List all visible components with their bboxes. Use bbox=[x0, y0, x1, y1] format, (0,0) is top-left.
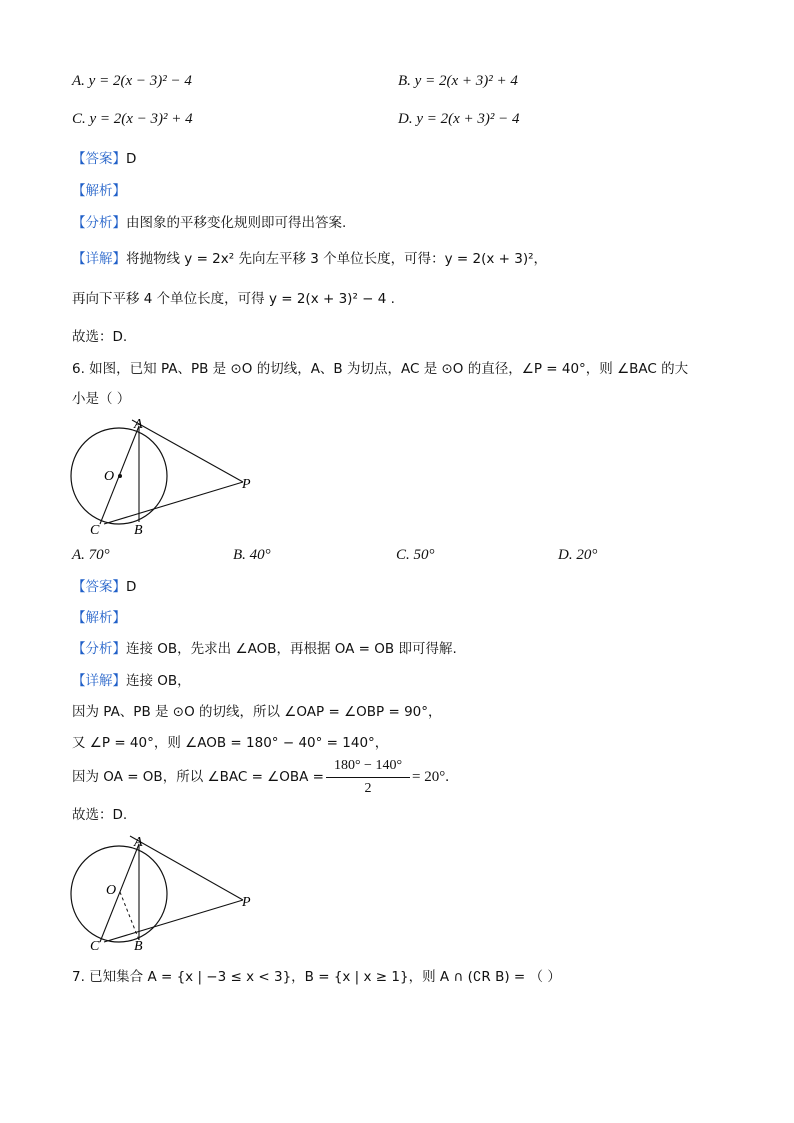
option-a: A. y = 2(x − 3)² − 4 bbox=[72, 73, 192, 89]
radius-ob-dashed bbox=[120, 892, 139, 940]
q6-detail-label: 【详解】 bbox=[72, 673, 126, 689]
q6-answer-value: D bbox=[126, 579, 137, 595]
jiexi-label: 【解析】 bbox=[72, 183, 126, 199]
fraction-numerator: 180° − 140° bbox=[333, 758, 403, 773]
fenxi-row bbox=[72, 214, 346, 232]
answer-row bbox=[72, 150, 136, 168]
option-d: D. y = 2(x + 3)² − 4 bbox=[398, 111, 520, 127]
q6-detail-row-1 bbox=[72, 672, 191, 690]
tangent-pa bbox=[132, 420, 243, 482]
tangent-pb bbox=[104, 482, 243, 524]
option-b: B. y = 2(x + 3)² + 4 bbox=[398, 73, 518, 89]
fraction-denominator: 2 bbox=[364, 781, 372, 796]
q6-stem-1: 6. 如图，已知 PA、PB 是 ⊙O 的切线，A、B 为切点，AC 是 ⊙O 的直径，∠P = 40°，则 ∠BAC 的大 bbox=[72, 361, 689, 377]
label-a: A bbox=[134, 417, 143, 432]
q6-answer-row bbox=[72, 578, 136, 596]
label-p: P bbox=[242, 477, 251, 492]
label-o: O bbox=[104, 469, 115, 484]
label-o-2: O bbox=[106, 883, 117, 898]
label-c: C bbox=[90, 523, 100, 538]
q6-fenxi-text: 连接 OB，先求出 ∠AOB，再根据 OA = OB 即可得解. bbox=[126, 641, 457, 657]
q6-fenxi-row bbox=[72, 640, 457, 658]
tangent-pb-2 bbox=[104, 900, 243, 942]
q6-detail-line-4-post: = 20°. bbox=[412, 769, 449, 785]
tangent-pa-2 bbox=[130, 836, 243, 900]
q6-detail-line-3: 又 ∠P = 40°，则 ∠AOB = 180° − 40° = 140°， bbox=[72, 735, 389, 751]
q6-option-d: D. 20° bbox=[558, 547, 598, 563]
detail-row-1 bbox=[72, 250, 547, 268]
q6-answer-label: 【答案】 bbox=[72, 579, 126, 595]
q6-option-b: B. 40° bbox=[233, 547, 271, 563]
answer-value: D bbox=[126, 151, 137, 167]
detail-line-2: 再向下平移 4 个单位长度，可得 y = 2(x + 3)² − 4 . bbox=[72, 291, 395, 307]
q6-figure bbox=[60, 412, 270, 540]
option-c: C. y = 2(x − 3)² + 4 bbox=[72, 111, 193, 127]
label-c-2: C bbox=[90, 939, 100, 954]
detail-line-3: 故选：D. bbox=[72, 329, 128, 345]
q6-detail-line-2: 因为 PA、PB 是 ⊙O 的切线，所以 ∠OAP = ∠OBP = 90°， bbox=[72, 704, 442, 720]
label-p-2: P bbox=[242, 895, 251, 910]
q6-detail-line-5: 故选：D. bbox=[72, 807, 128, 823]
fenxi-text: 由图象的平移变化规则即可得出答案. bbox=[126, 215, 347, 231]
answer-label: 【答案】 bbox=[72, 151, 126, 167]
fenxi-label: 【分析】 bbox=[72, 215, 126, 231]
fraction-bar bbox=[326, 777, 410, 778]
q6-fenxi-label: 【分析】 bbox=[72, 641, 126, 657]
q6-detail-line-4-pre: 因为 OA = OB，所以 ∠BAC = ∠OBA = bbox=[72, 769, 324, 785]
q6-solution-figure bbox=[60, 830, 270, 958]
center-point bbox=[118, 474, 122, 478]
detail-line-1: 将抛物线 y = 2x² 先向左平移 3 个单位长度，可得：y = 2(x + 3)²， bbox=[126, 251, 548, 267]
detail-label: 【详解】 bbox=[72, 251, 126, 267]
q6-option-a: A. 70° bbox=[72, 547, 110, 563]
label-a-2: A bbox=[134, 835, 143, 850]
q6-jiexi-label: 【解析】 bbox=[72, 610, 126, 626]
label-b-2: B bbox=[134, 939, 143, 954]
q6-stem-2: 小是（ ） bbox=[72, 391, 131, 407]
q6-detail-line-1: 连接 OB， bbox=[126, 673, 191, 689]
q6-option-c: C. 50° bbox=[396, 547, 435, 563]
label-b: B bbox=[134, 523, 143, 538]
q7-stem: 7. 已知集合 A = {x | −3 ≤ x < 3}，B = {x | x ≥ 1}，则 A ∩ (∁R B) = （ ） bbox=[72, 969, 561, 985]
